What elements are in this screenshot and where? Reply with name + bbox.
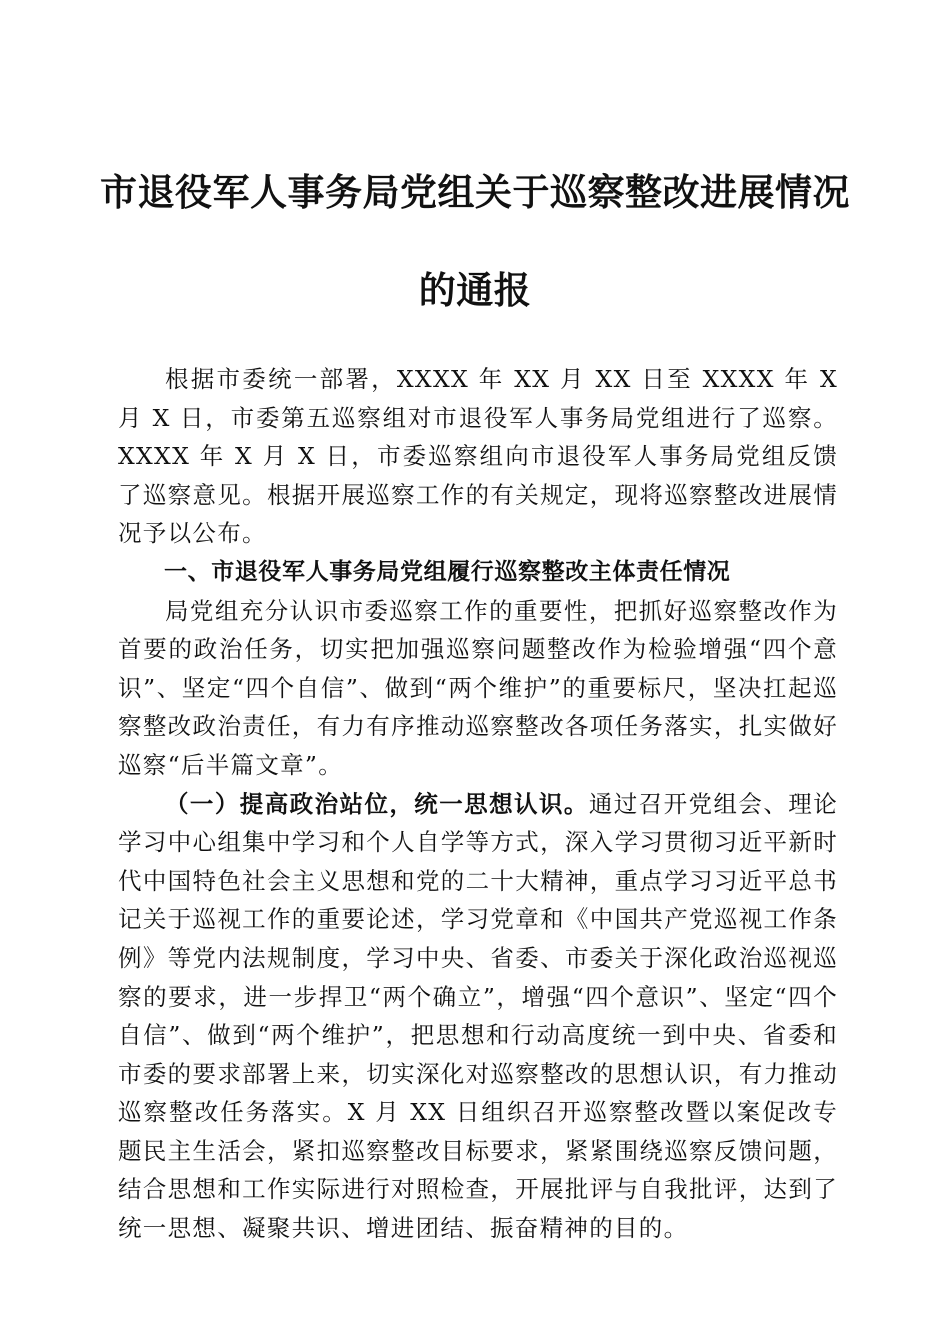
document-title-line-1: 市退役军人事务局党组关于巡察整改进展情况: [100, 170, 850, 214]
section-1-paragraph: 局党组充分认识市委巡察工作的重要性，把抓好巡察整改作为首要的政治任务，切实把加强巡察问题整改作为检验增强“四个意识”、坚定“四个自信”、做到“两个维护”的重要标尺，坚决扛起巡察整改政治责任，有力有序推动巡察整改各项任务落实，扎实做好巡察“后半篇文章”。: [118, 596, 838, 779]
section-1-heading: 一、市退役军人事务局党组履行巡察整改主体责任情况: [164, 558, 731, 585]
document-title-line-2: 的通报: [418, 268, 532, 312]
subsection-1-heading: （一）提高政治站位，统一思想认识。: [165, 789, 589, 818]
document-body: [118, 360, 838, 1248]
subsection-1-paragraph: [118, 785, 838, 1248]
subsection-1-body: 通过召开党组会、理论学习中心组集中学习和个人自学等方式，深入学习贯彻习近平新时代中国特色社会主义思想和党的二十大精神，重点学习习近平总书记关于巡视工作的重要论述，学习党章和《中国共产党巡视工作条例》等党内法规制度，学习中央、省委、市委关于深化政治巡视巡察的要求，进一步捍卫“两个确立”，增强“四个意识”、坚定“四个自信”、做到“两个维护”，把思想和行动高度统一到中央、省委和市委的要求部署上来，切实深化对巡察整改的思想认识，有力推动巡察整改任务落实。X 月 XX 日组织召开巡察整改暨以案促改专题民主生活会，紧扣巡察整改目标要求，紧紧围绕巡察反馈问题，结合思想和工作实际进行对照检查，开展批评与自我批评，达到了统一思想、凝聚共识、增进团结、振奋精神的目的。: [118, 789, 839, 1243]
intro-paragraph: 根据市委统一部署，XXXX 年 XX 月 XX 日至 XXXX 年 X 月 X 日，市委第五巡察组对市退役军人事务局党组进行了巡察。XXXX 年 X 月 X 日，市委巡察组向市退役军人事务局党组反馈了巡察意见。根据开展巡察工作的有关规定，现将巡察整改进展情况予以公布。: [118, 365, 838, 548]
